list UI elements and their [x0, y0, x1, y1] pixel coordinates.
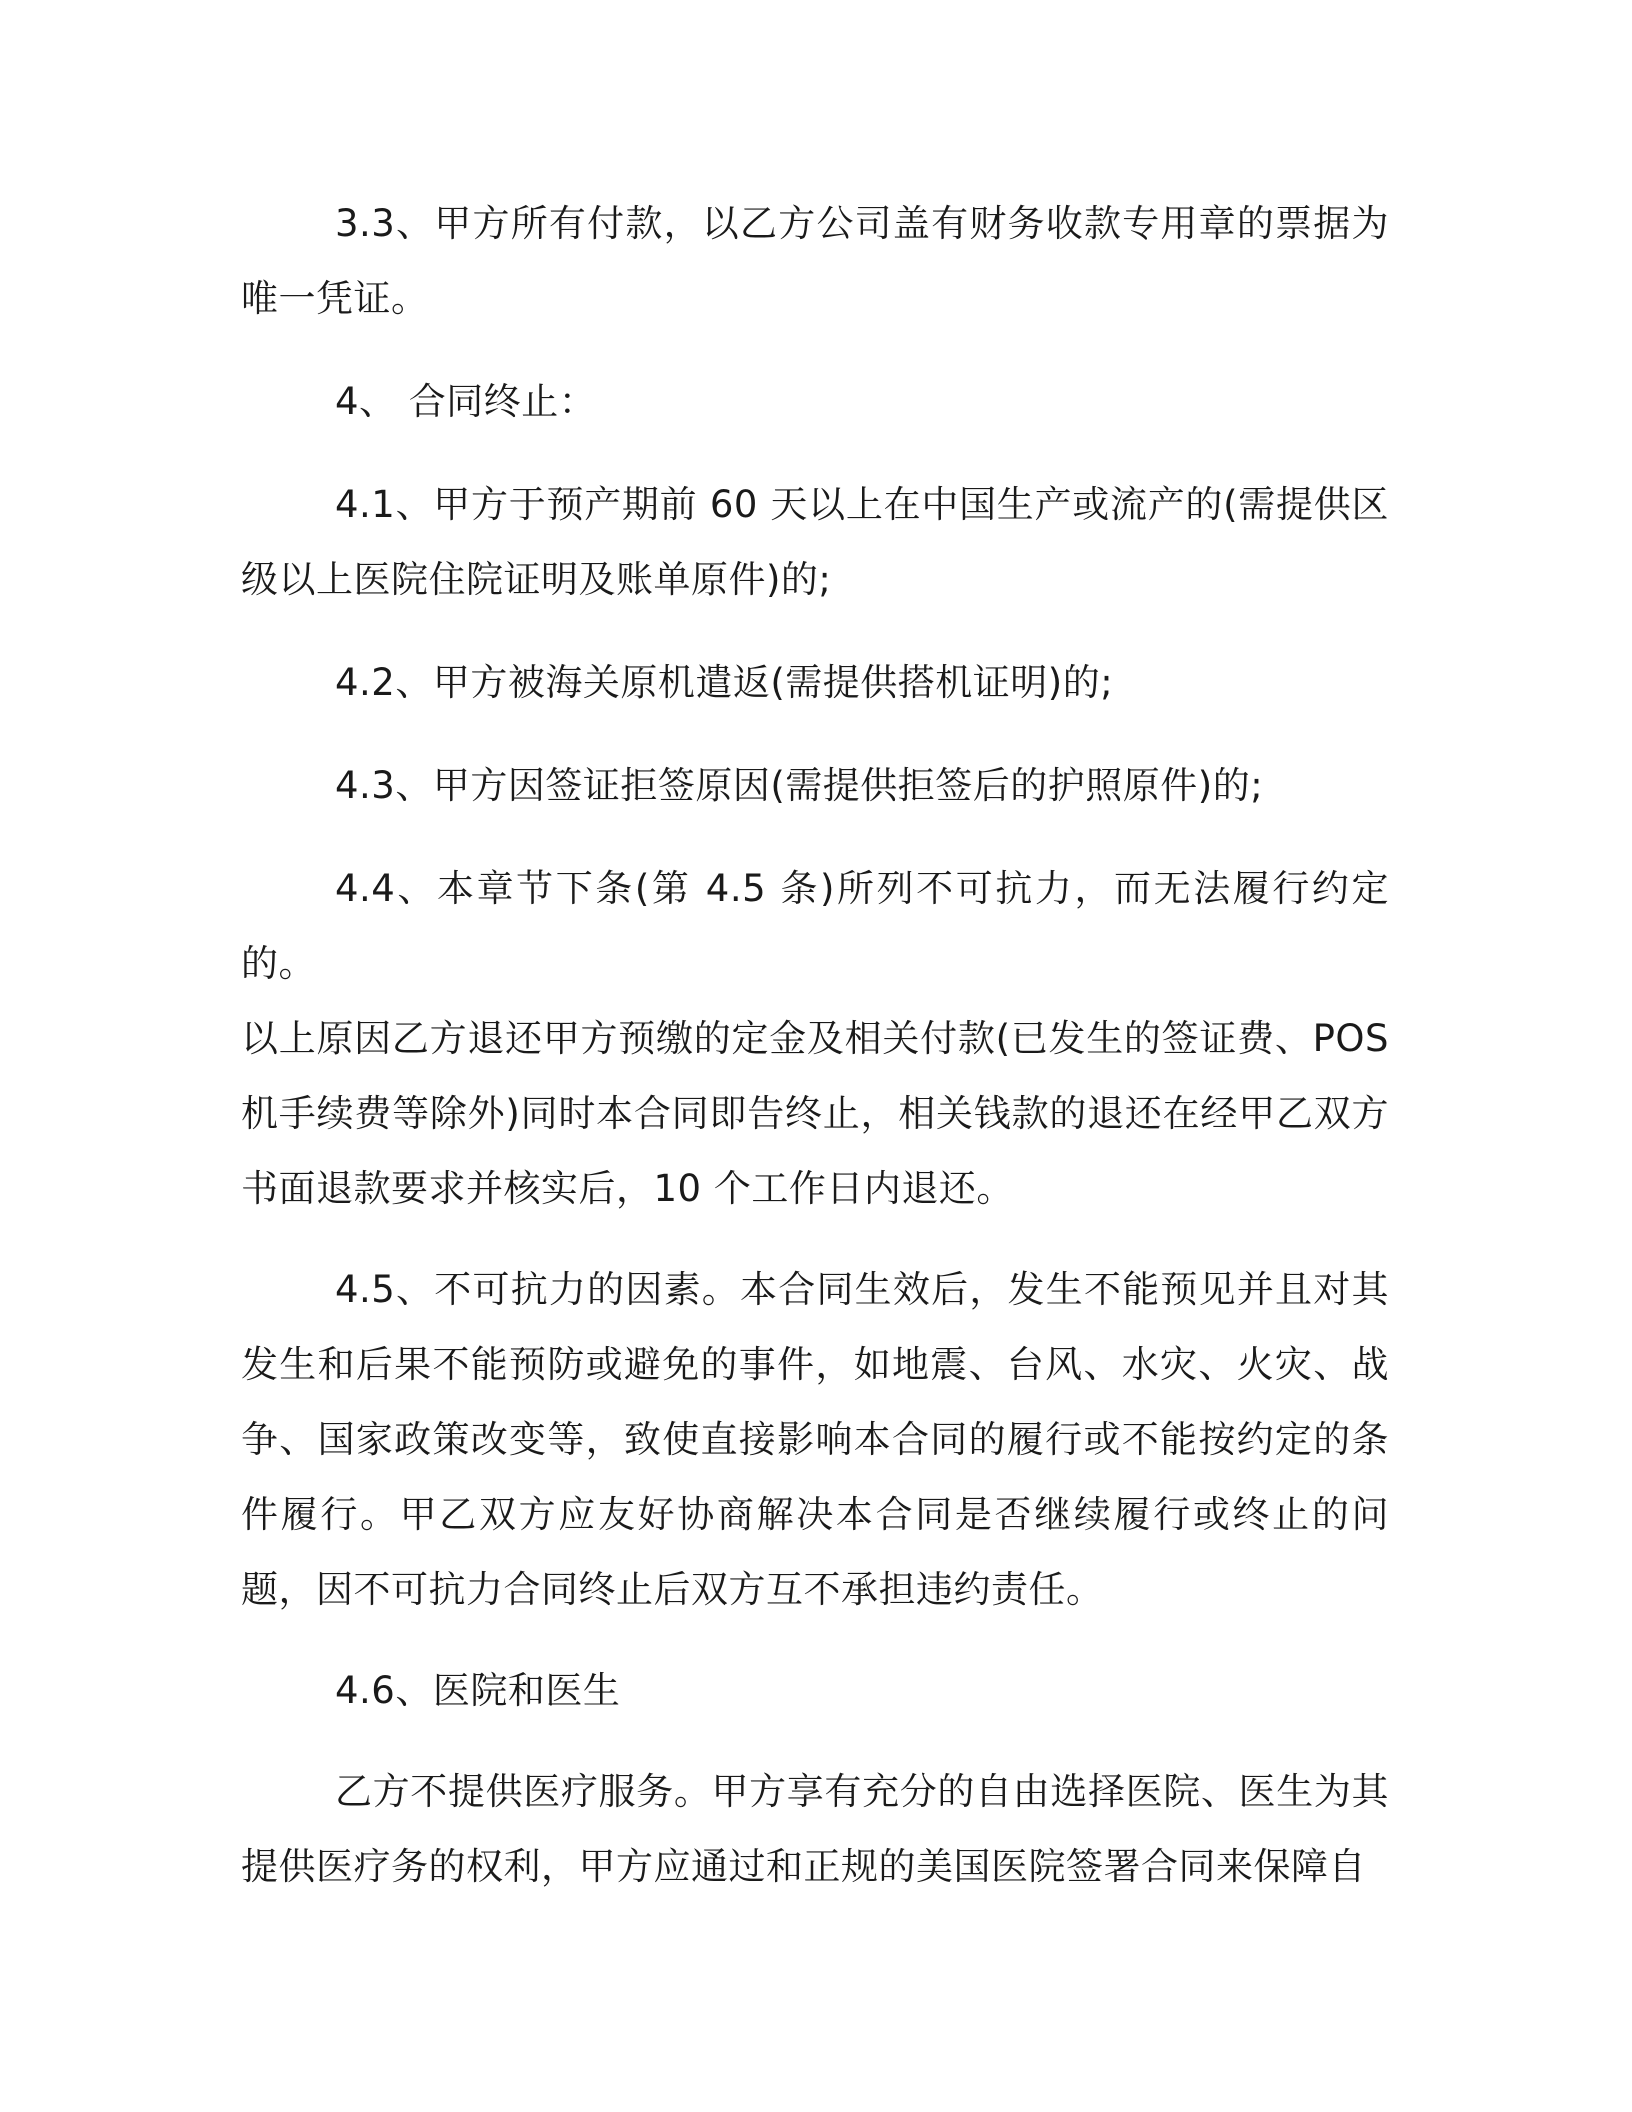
document-body [241, 186, 1389, 1904]
clause-4-2: 4.2、甲方被海关原机遣返(需提供搭机证明)的; [335, 661, 1114, 704]
clause-4-4: 4.4、本章节下条(第 4.5 条)所列不可抗力，而无法履行约定的。 [241, 867, 1389, 985]
refund-paragraph: 以上原因乙方退还甲方预缴的定金及相关付款(已发生的签证费、POS 机手续费等除外)同时本合同即告终止，相关钱款的退还在经甲乙双方书面退款要求并核实后，10 个工作日内退还。 [241, 1017, 1389, 1210]
clause-4-3: 4.3、甲方因签证拒签原因(需提供拒签后的护照原件)的; [335, 764, 1264, 807]
clause-4-6-heading: 4.6、医院和医生 [335, 1669, 621, 1712]
clause-4-heading: 4、 合同终止： [335, 380, 597, 423]
clause-4-1: 4.1、甲方于预产期前 60 天以上在中国生产或流产的(需提供区级以上医院住院证明及账单原件)的; [241, 483, 1389, 601]
clause-4-6-body: 乙方不提供医疗服务。甲方享有充分的自由选择医院、医生为其提供医疗务的权利，甲方应通过和正规的美国医院签署合同来保障自 [241, 1770, 1389, 1888]
clause-3-3: 3.3、甲方所有付款，以乙方公司盖有财务收款专用章的票据为唯一凭证。 [241, 202, 1389, 320]
clause-4-5: 4.5、不可抗力的因素。本合同生效后，发生不能预见并且对其发生和后果不能预防或避免的事件，如地震、台风、水灾、火灾、战争、国家政策改变等，致使直接影响本合同的履行或不能按约定的条件履行。甲乙双方应友好协商解决本合同是否继续履行或终止的问题，因不可抗力合同终止后双方互不承担违约责任。 [241, 1268, 1389, 1611]
